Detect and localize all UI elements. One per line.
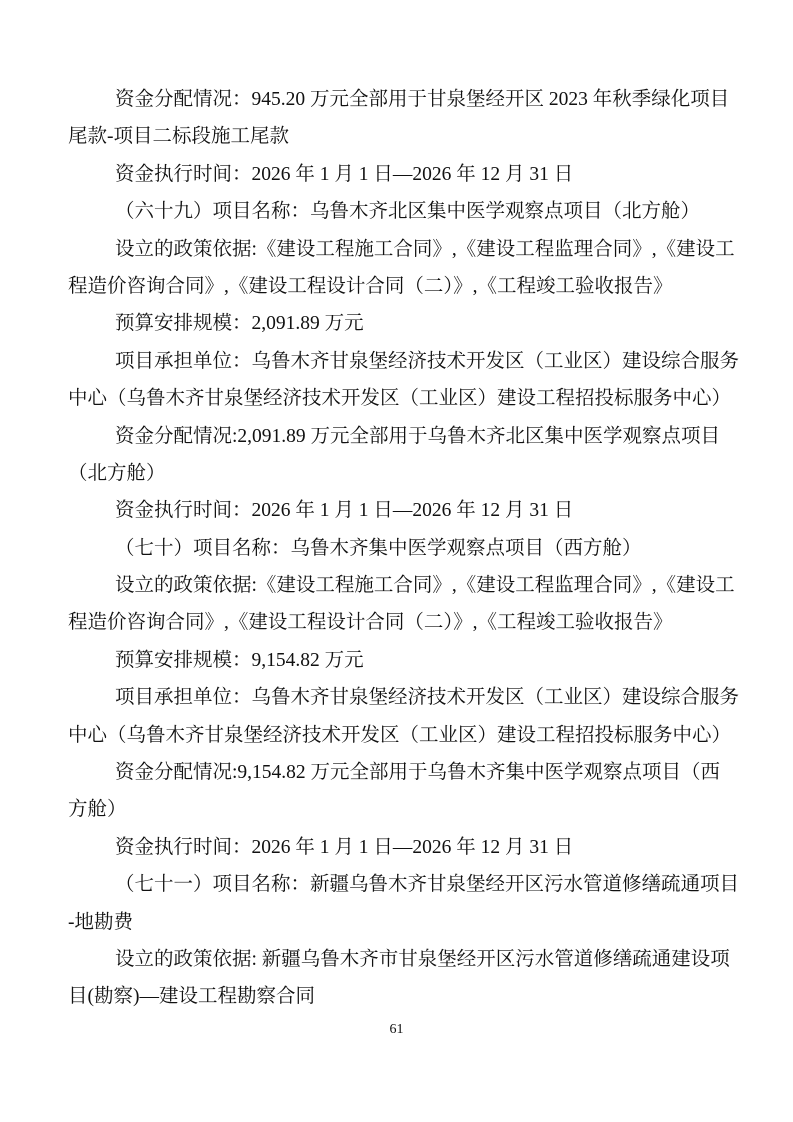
text-line: 项目承担单位：乌鲁木齐甘泉堡经济技术开发区（工业区）建设综合服务	[115, 687, 740, 709]
text-line: （七十一）项目名称：新疆乌鲁木齐甘泉堡经开区污水管道修缮疏通项目	[115, 874, 740, 896]
text-line: 资金执行时间：2026 年 1 月 1 日—2026 年 12 月 31 日	[115, 500, 574, 522]
text-line: （北方舱）	[68, 462, 166, 484]
text-line: 预算安排规模：2,091.89 万元	[115, 313, 364, 335]
text-line: 中心（乌鲁木齐甘泉堡经济技术开发区（工业区）建设工程招投标服务中心）	[68, 724, 732, 746]
text-line: 中心（乌鲁木齐甘泉堡经济技术开发区（工业区）建设工程招投标服务中心）	[68, 388, 732, 410]
text-line: 设立的政策依据:《建设工程施工合同》,《建设工程监理合同》,《建设工	[115, 575, 735, 597]
text-line: 资金执行时间：2026 年 1 月 1 日—2026 年 12 月 31 日	[115, 836, 574, 858]
text-line: 程造价咨询合同》,《建设工程设计合同（二）》,《工程竣工验收报告》	[68, 275, 673, 297]
text-line: 项目承担单位：乌鲁木齐甘泉堡经济技术开发区（工业区）建设综合服务	[115, 350, 740, 372]
text-line: 尾款-项目二标段施工尾款	[68, 126, 289, 148]
text-line: -地勘费	[68, 911, 133, 933]
text-line: 资金分配情况：945.20 万元全部用于甘泉堡经开区 2023 年秋季绿化项目	[115, 89, 730, 110]
text-line: 预算安排规模：9,154.82 万元	[115, 649, 364, 671]
text-line: 资金分配情况:2,091.89 万元全部用于乌鲁木齐北区集中医学观察点项目	[115, 425, 721, 447]
page-number: 61	[389, 1022, 404, 1037]
text-line: 目(勘察)—建设工程勘察合同	[68, 986, 315, 1008]
text-line: 资金执行时间：2026 年 1 月 1 日—2026 年 12 月 31 日	[115, 163, 574, 185]
text-line: 方舱）	[68, 799, 127, 821]
text-line: 设立的政策依据: 新疆乌鲁木齐市甘泉堡经开区污水管道修缮疏通建设项	[115, 948, 730, 970]
text-lines	[68, 81, 740, 1016]
text-line: （六十九）项目名称：乌鲁木齐北区集中医学观察点项目（北方舱）	[115, 201, 701, 223]
text-line: 设立的政策依据:《建设工程施工合同》,《建设工程监理合同》,《建设工	[115, 238, 735, 260]
text-line: 程造价咨询合同》,《建设工程设计合同（二）》,《工程竣工验收报告》	[68, 612, 673, 634]
text-line: 资金分配情况:9,154.82 万元全部用于乌鲁木齐集中医学观察点项目（西	[115, 762, 721, 784]
text-line: （七十）项目名称：乌鲁木齐集中医学观察点项目（西方舱）	[115, 537, 642, 559]
